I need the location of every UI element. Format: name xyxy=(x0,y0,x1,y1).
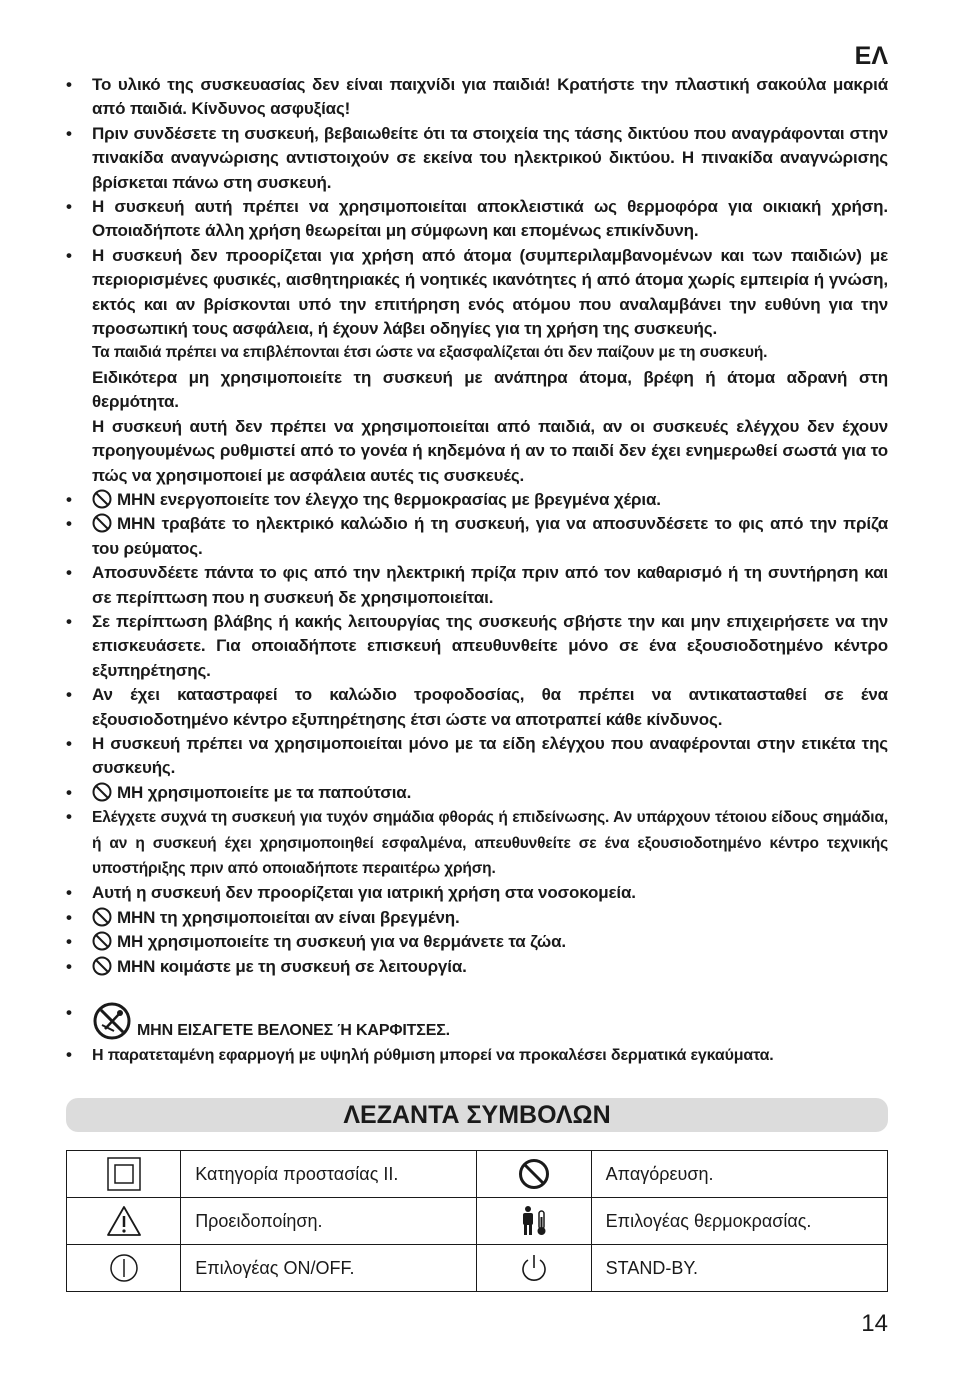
list-item xyxy=(66,781,888,805)
list-item xyxy=(66,512,888,561)
warning-text: ΜΗΝ ΕΙΣΑΓΕΤΕ ΒΕΛΟΝΕΣ Ή ΚΑΡΦΙΤΣΕΣ. xyxy=(137,1022,450,1040)
warning-text: Τα παιδιά πρέπει να επιβλέπονται έτσι ώστε να εξασφαλίζεται ότι δεν παίζουν με τη συσκευή. xyxy=(92,344,768,362)
prohibition-icon xyxy=(92,489,112,509)
list-item xyxy=(66,1043,888,1068)
warning-triangle-icon xyxy=(106,1205,142,1237)
list-item xyxy=(66,906,888,930)
symbol-legend-table xyxy=(66,1150,888,1292)
list-item xyxy=(66,195,888,244)
legend-label: Επιλογέας ON/OFF. xyxy=(181,1245,477,1292)
prohibition-icon xyxy=(92,956,112,976)
legend-label: Προειδοποίηση. xyxy=(181,1198,477,1245)
list-item xyxy=(66,930,888,954)
list-item xyxy=(66,805,888,881)
table-row xyxy=(67,1245,888,1292)
legend-label: Επιλογέας θερμοκρασίας. xyxy=(591,1198,887,1245)
legend-label: Απαγόρευση. xyxy=(591,1151,887,1198)
prohibition-icon xyxy=(92,931,112,951)
list-item xyxy=(66,881,888,905)
legend-label: STAND-BY. xyxy=(591,1245,887,1292)
table-row xyxy=(67,1198,888,1245)
warning-text: Αποσυνδέετε πάντα το φις από την ηλεκτρική πρίζα πριν από τον καθαρισμό ή τη συντήρηση και σε περίπτωση που η συσκευή δε χρησιμοποιείται. xyxy=(92,563,888,607)
legend-title: ΛΕΖΑΝΤΑ ΣΥΜΒΟΛΩΝ xyxy=(66,1098,888,1132)
warning-text: ΜΗΝ κοιμάστε με τη συσκευή σε λειτουργία. xyxy=(117,956,467,976)
warning-text: Σε περίπτωση βλάβης ή κακής λειτουργίας της συσκευής σβήστε την και μην επιχειρήσετε να την επισκευάσετε. Για οποιαδήποτε επισκευή απευθυνθείτε μόνο σε ένα εξουσιοδοτημένο κέντρο εξυπηρέτησης. xyxy=(92,611,888,680)
warning-text: Ελέγχετε συχνά τη συσκευή για τυχόν σημάδια φθοράς ή επιδείνωσης. Αν υπάρχουν τέτοιου είδους σημάδια, ή αν η συσκευή έχει χρησιμοποιηθεί εσφαλμένα, απευθυνθείτε σε ένα εξουσιοδοτημένο κέντρο τεχνικής υποστήριξης πριν από οποιαδήποτε περαιτέρω χρήση. xyxy=(92,809,888,877)
temperature-selector-icon xyxy=(520,1205,548,1237)
list-item xyxy=(66,683,888,732)
list-item xyxy=(66,488,888,512)
language-code: ΕΛ xyxy=(854,42,888,70)
list-item xyxy=(66,1001,888,1043)
warning-text: Αυτή η συσκευή δεν προορίζεται για ιατρική χρήση στα νοσοκομεία. xyxy=(92,883,636,903)
legend-label: Κατηγορία προστασίας ΙΙ. xyxy=(181,1151,477,1198)
warning-text: Η συσκευή αυτή δεν πρέπει να χρησιμοποιείται από παιδιά, αν οι συσκευές ελέγχου δεν έχουν προηγουμένως ρυθμιστεί από το γονέα ή κηδεμόνα ή αν το παιδί δεν έχει ενημερωθεί σωστά για το πώς να χρησιμοποιεί με ασφάλεια αυτές τις συσκευές. xyxy=(92,416,888,485)
prohibition-icon xyxy=(92,907,112,927)
warning-text: ΜΗ χρησιμοποιείτε τη συσκευή για να θερμάνετε τα ζώα. xyxy=(117,932,566,952)
warning-text: Ειδικότερα μη χρησιμοποιείτε τη συσκευή με ανάπηρα άτομα, βρέφη ή άτομα αδρανή στη θερμότητα. xyxy=(92,367,888,412)
warning-text: Η συσκευή αυτή πρέπει να χρησιμοποιείται αποκλειστικά ως θερμοφόρα για οικιακή χρήση. Οποιαδήποτε άλλη χρήση θεωρείται μη σύμφωνη και επομένως επικίνδυνη. xyxy=(92,197,888,241)
standby-icon xyxy=(519,1253,549,1283)
class-ii-icon xyxy=(107,1157,141,1191)
no-pins-icon xyxy=(92,1001,132,1041)
warning-text: Αν έχει καταστραφεί το καλώδιο τροφοδοσίας, θα πρέπει να αντικατασταθεί σε ένα εξουσιοδοτημένο κέντρο εξυπηρέτησης έτσι ώστε να αποτραπεί κάθε κίνδυνος. xyxy=(92,685,888,729)
on-off-icon xyxy=(109,1253,139,1283)
page-number: 14 xyxy=(861,1310,888,1337)
warning-text: ΜΗΝ τη χρησιμοποιείται αν είναι βρεγμένη. xyxy=(117,907,460,927)
prohibition-icon xyxy=(518,1158,550,1190)
warning-text: ΜΗ χρησιμοποιείτε με τα παπούτσια. xyxy=(117,782,412,802)
warning-text: Το υλικό της συσκευασίας δεν είναι παιχνίδι για παιδιά! Κρατήστε την πλαστική σακούλα μακριά από παιδιά. Κίνδυνος ασφυξίας! xyxy=(92,75,888,119)
warning-text: ΜΗΝ ενεργοποιείτε τον έλεγχο της θερμοκρασίας με βρεγμένα χέρια. xyxy=(117,489,661,509)
list-item xyxy=(66,955,888,979)
list-item xyxy=(66,122,888,195)
prohibition-icon xyxy=(92,782,112,802)
prohibition-icon xyxy=(92,513,112,533)
safety-warnings-list xyxy=(66,73,888,1069)
warning-text: • Η συσκευή δεν προορίζεται για χρήση από άτομα (συμπεριλαμβανομένων και των παιδιών) με περιορισμένες φυσικές, αισθητηριακές ή νοητικές ικανότητες ή από άτομα χωρίς εμπειρία ή γνώση, εκτός και αν βρίσκονται υπό την επιτήρηση ενός ατόμου που αναλαμβάνει την ευθύνη για την προσωπική τους ασφάλεια, ή έχουν λάβει οδηγίες για τη χρήση της συσκευής. xyxy=(92,245,888,339)
list-item xyxy=(66,73,888,122)
warning-text: Πριν συνδέσετε τη συσκευή, βεβαιωθείτε ότι τα στοιχεία της τάσης δικτύου που αναγράφονται στην πινακίδα αναγνώρισης αντιστοιχούν σε εκείνα του ηλεκτρικού δικτύου. Η πινακίδα αναγνώρισης βρίσκεται πάνω στη συσκευή. xyxy=(92,123,888,192)
table-row xyxy=(67,1151,888,1198)
warning-text: ΜΗΝ τραβάτε το ηλεκτρικό καλώδιο ή τη συσκευή, για να αποσυνδέσετε το φις από την πρίζα του ρεύματος. xyxy=(92,514,888,558)
list-item xyxy=(66,610,888,683)
list-item xyxy=(66,732,888,781)
list-item xyxy=(66,244,888,488)
warning-text: Η παρατεταμένη εφαρμογή με υψηλή ρύθμιση μπορεί να προκαλέσει δερματικά εγκαύματα. xyxy=(92,1047,774,1065)
list-item xyxy=(66,561,888,610)
warning-text: Η συσκευή πρέπει να χρησιμοποιείται μόνο με τα είδη ελέγχου που αναφέρονται στην ετικέτα της συσκευής. xyxy=(92,733,888,778)
